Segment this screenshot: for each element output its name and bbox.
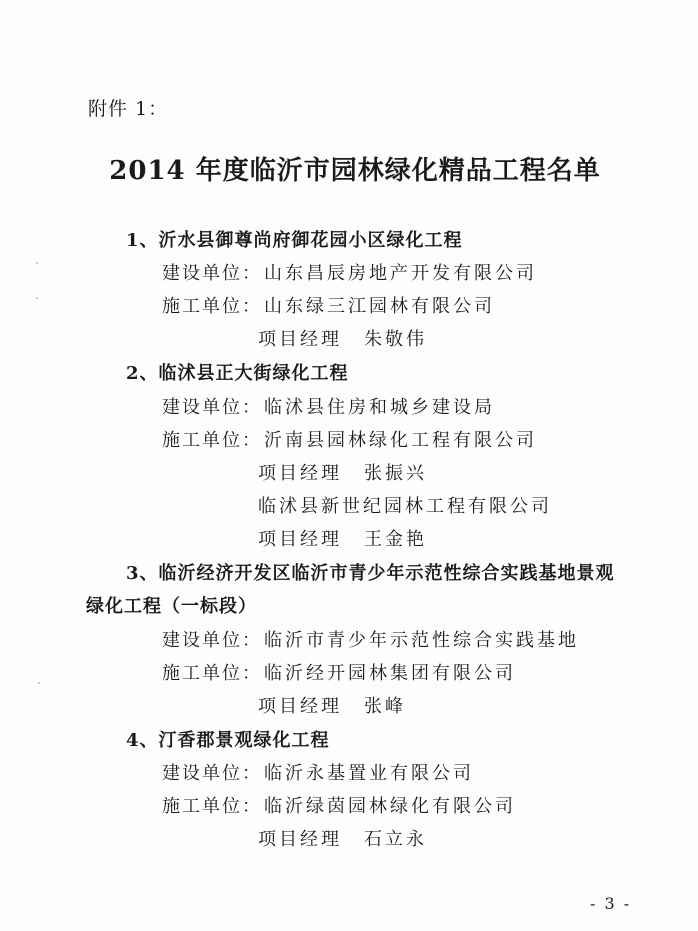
project-2-manager-row: [258, 459, 427, 485]
builder-label: 建设单位：: [162, 263, 262, 284]
builder-label: 建设单位：: [162, 397, 262, 418]
scan-speck: [36, 262, 38, 264]
scan-speck: [38, 682, 40, 684]
manager-value: 王金艳: [364, 529, 427, 550]
project-2-manager-2-row: [258, 525, 427, 551]
manager-label: 项目经理: [258, 829, 342, 850]
contractor-value: 临沂经开园林集团有限公司: [264, 663, 516, 684]
project-3-manager-row: [258, 692, 406, 718]
manager-value: 张峰: [364, 696, 406, 717]
manager-label: 项目经理: [258, 529, 342, 550]
builder-value: 临沂永基置业有限公司: [264, 763, 474, 784]
manager-label: 项目经理: [258, 463, 342, 484]
builder-value: 山东昌辰房地产开发有限公司: [264, 263, 537, 284]
attachment-label: 附件 1：: [88, 98, 169, 120]
contractor-label: 施工单位：: [162, 296, 262, 317]
project-4-contractor-row: [162, 792, 516, 818]
project-4-builder-row: [162, 759, 474, 785]
project-2-builder-row: [162, 393, 495, 419]
contractor-label: 施工单位：: [162, 430, 262, 451]
manager-value: 朱敬伟: [364, 329, 427, 350]
project-2-contractor-row: [162, 426, 537, 452]
scan-speck: [36, 297, 38, 299]
contractor-label: 施工单位：: [162, 663, 262, 684]
project-4-heading: 4、汀香郡景观绿化工程: [126, 730, 330, 751]
contractor-value: 沂南县园林绿化工程有限公司: [264, 430, 537, 451]
project-3-heading: 3、临沂经济开发区临沂市青少年示范性综合实践基地景观: [126, 563, 615, 584]
builder-value: 临沭县住房和城乡建设局: [264, 397, 495, 418]
project-2-contractor-2: 临沭县新世纪园林工程有限公司: [258, 496, 552, 517]
contractor-value: 山东绿三江园林有限公司: [264, 296, 495, 317]
project-3-contractor-row: [162, 659, 516, 685]
project-1-contractor-row: [162, 292, 495, 318]
builder-label: 建设单位：: [162, 630, 262, 651]
builder-value: 临沂市青少年示范性综合实践基地: [264, 630, 579, 651]
manager-value: 张振兴: [364, 463, 427, 484]
contractor-value: 临沂绿茵园林绿化有限公司: [264, 796, 516, 817]
project-3-heading-continued: 绿化工程（一标段）: [86, 596, 257, 617]
manager-label: 项目经理: [258, 696, 342, 717]
project-4-manager-row: [258, 825, 427, 851]
page-number: - 3 -: [590, 894, 632, 913]
project-2-heading: 2、临沭县正大街绿化工程: [126, 363, 349, 384]
manager-value: 石立永: [364, 829, 427, 850]
builder-label: 建设单位：: [162, 763, 262, 784]
contractor-label: 施工单位：: [162, 796, 262, 817]
manager-label: 项目经理: [258, 329, 342, 350]
document-title: 2014 年度临沂市园林绿化精品工程名单: [109, 156, 601, 186]
project-1-builder-row: [162, 259, 537, 285]
project-1-manager-row: [258, 325, 427, 351]
project-3-builder-row: [162, 626, 579, 652]
project-1-heading: 1、沂水县御尊尚府御花园小区绿化工程: [126, 230, 463, 251]
